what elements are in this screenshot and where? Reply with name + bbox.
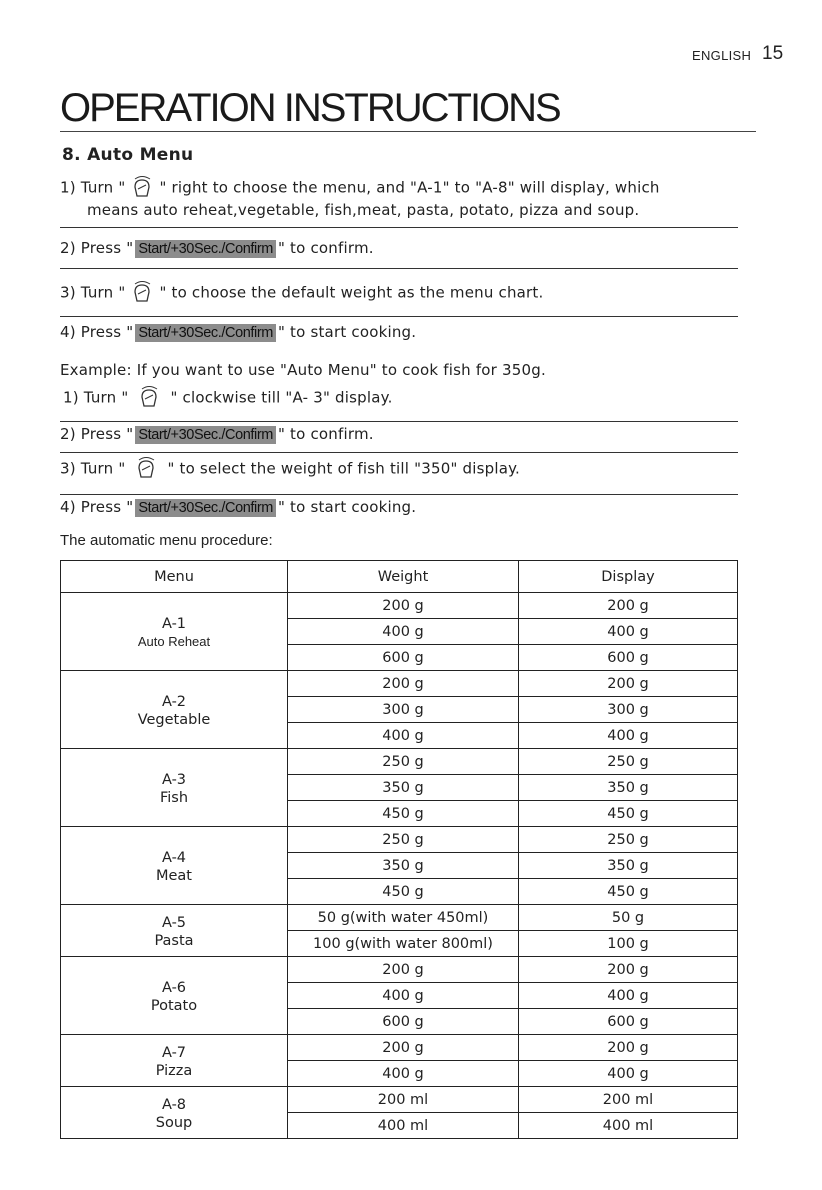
display-cell: 350 g — [519, 775, 738, 801]
display-cell: 400 g — [519, 983, 738, 1009]
weight-cell: 250 g — [288, 749, 519, 775]
step-3 — [60, 280, 543, 306]
example-step-3-prefix: 3) Turn " — [60, 459, 126, 478]
table-row — [61, 905, 738, 931]
table-header-cell: Weight — [288, 561, 519, 593]
menu-code: A-3 — [161, 771, 187, 788]
table-row — [61, 827, 738, 853]
menu-name: Pizza — [155, 1062, 193, 1079]
display-cell: 200 g — [519, 593, 738, 619]
divider — [60, 494, 738, 495]
display-cell: 250 g — [519, 827, 738, 853]
table-header-row — [61, 561, 738, 593]
step-1-prefix: 1) Turn " — [60, 178, 126, 197]
divider — [60, 452, 738, 453]
page-title: OPERATION INSTRUCTIONS — [60, 86, 560, 130]
weight-cell: 400 g — [288, 723, 519, 749]
example-step-3-text: " to select the weight of fish till "350" display. — [167, 459, 520, 478]
weight-cell: 350 g — [288, 853, 519, 879]
step-4 — [60, 323, 416, 342]
weight-cell: 200 ml — [288, 1087, 519, 1113]
menu-code: A-4 — [161, 849, 187, 866]
example-step-2-text: " to confirm. — [277, 425, 374, 443]
weight-cell: 200 g — [288, 671, 519, 697]
menu-code: A-1 — [161, 616, 187, 632]
weight-cell: 400 g — [288, 1061, 519, 1087]
auto-menu-table — [60, 560, 738, 1139]
table-row — [61, 749, 738, 775]
step-4-prefix: 4) Press " — [60, 323, 134, 341]
table-header-cell: Menu — [61, 561, 288, 593]
table-row — [61, 671, 738, 697]
menu-code: A-7 — [161, 1044, 187, 1061]
menu-cell — [61, 905, 288, 957]
menu-cell — [61, 1035, 288, 1087]
example-step-1-text: " clockwise till "A- 3" display. — [170, 388, 393, 407]
menu-code: A-2 — [161, 693, 187, 710]
step-2 — [60, 239, 374, 258]
example-step-2-prefix: 2) Press " — [60, 425, 134, 443]
table-row — [61, 957, 738, 983]
weight-cell: 300 g — [288, 697, 519, 723]
step-3-text: " to choose the default weight as the menu chart. — [159, 283, 544, 302]
dial-knob-icon — [129, 175, 155, 201]
display-cell: 300 g — [519, 697, 738, 723]
menu-name: Soup — [155, 1114, 193, 1131]
example-step-2 — [60, 425, 374, 444]
display-cell: 350 g — [519, 853, 738, 879]
weight-cell: 250 g — [288, 827, 519, 853]
weight-cell: 200 g — [288, 593, 519, 619]
display-cell: 400 ml — [519, 1113, 738, 1139]
display-cell: 450 g — [519, 801, 738, 827]
dial-knob-icon — [136, 385, 162, 411]
step-2-text: " to confirm. — [277, 239, 374, 257]
menu-code: A-6 — [161, 979, 187, 996]
display-cell: 400 g — [519, 619, 738, 645]
menu-name: Meat — [155, 867, 192, 884]
weight-cell: 200 g — [288, 1035, 519, 1061]
display-cell: 200 ml — [519, 1087, 738, 1113]
table-row — [61, 1035, 738, 1061]
weight-cell: 200 g — [288, 957, 519, 983]
page-number: 15 — [762, 43, 784, 64]
menu-cell — [61, 749, 288, 827]
example-step-4 — [60, 498, 416, 517]
divider — [60, 421, 738, 422]
display-cell: 400 g — [519, 1061, 738, 1087]
step-3-prefix: 3) Turn " — [60, 283, 126, 302]
display-cell: 600 g — [519, 645, 738, 671]
display-cell: 200 g — [519, 671, 738, 697]
header-language: ENGLISH — [692, 48, 752, 63]
display-cell: 200 g — [519, 1035, 738, 1061]
weight-cell: 600 g — [288, 645, 519, 671]
menu-cell — [61, 827, 288, 905]
menu-code: A-5 — [161, 914, 187, 931]
menu-name: Auto Reheat — [137, 634, 211, 649]
table-row — [61, 593, 738, 619]
step-4-text: " to start cooking. — [277, 323, 417, 341]
start-confirm-button-label: Start/+30Sec./Confirm — [135, 499, 276, 517]
display-cell: 450 g — [519, 879, 738, 905]
menu-cell — [61, 957, 288, 1035]
divider — [60, 268, 738, 269]
menu-name: Vegetable — [137, 711, 211, 728]
weight-cell: 450 g — [288, 879, 519, 905]
example-step-4-prefix: 4) Press " — [60, 498, 134, 516]
dial-knob-icon — [133, 456, 159, 482]
menu-name: Fish — [159, 789, 189, 806]
step-1 — [60, 175, 660, 201]
display-cell: 400 g — [519, 723, 738, 749]
example-intro: Example: If you want to use "Auto Menu" to cook fish for 350g. — [60, 361, 546, 379]
weight-cell: 600 g — [288, 1009, 519, 1035]
start-confirm-button-label: Start/+30Sec./Confirm — [135, 324, 276, 342]
weight-cell: 50 g(with water 450ml) — [288, 905, 519, 931]
table-header-cell: Display — [519, 561, 738, 593]
example-step-1-prefix: 1) Turn " — [63, 388, 129, 407]
menu-name: Potato — [150, 997, 198, 1014]
display-cell: 100 g — [519, 931, 738, 957]
start-confirm-button-label: Start/+30Sec./Confirm — [135, 426, 276, 444]
weight-cell: 350 g — [288, 775, 519, 801]
divider — [60, 316, 738, 317]
example-step-3 — [60, 456, 520, 482]
procedure-label: The automatic menu procedure: — [60, 532, 273, 549]
step-1-continuation: means auto reheat,vegetable, fish,meat, pasta, potato, pizza and soup. — [87, 201, 640, 219]
weight-cell: 450 g — [288, 801, 519, 827]
weight-cell: 100 g(with water 800ml) — [288, 931, 519, 957]
weight-cell: 400 ml — [288, 1113, 519, 1139]
menu-code: A-8 — [161, 1096, 187, 1113]
table-row — [61, 1087, 738, 1113]
menu-name: Pasta — [154, 932, 194, 949]
weight-cell: 400 g — [288, 619, 519, 645]
display-cell: 600 g — [519, 1009, 738, 1035]
divider — [60, 227, 738, 228]
start-confirm-button-label: Start/+30Sec./Confirm — [135, 240, 276, 258]
display-cell: 200 g — [519, 957, 738, 983]
title-divider — [60, 131, 756, 132]
section-heading: 8. Auto Menu — [62, 145, 194, 165]
menu-cell — [61, 1087, 288, 1139]
example-step-1 — [63, 385, 393, 411]
step-2-prefix: 2) Press " — [60, 239, 134, 257]
weight-cell: 400 g — [288, 983, 519, 1009]
display-cell: 50 g — [519, 905, 738, 931]
dial-knob-icon — [129, 280, 155, 306]
display-cell: 250 g — [519, 749, 738, 775]
menu-cell — [61, 671, 288, 749]
menu-cell — [61, 593, 288, 671]
example-step-4-text: " to start cooking. — [277, 498, 417, 516]
step-1-text: " right to choose the menu, and "A-1" to "A-8" will display, which — [159, 178, 660, 197]
